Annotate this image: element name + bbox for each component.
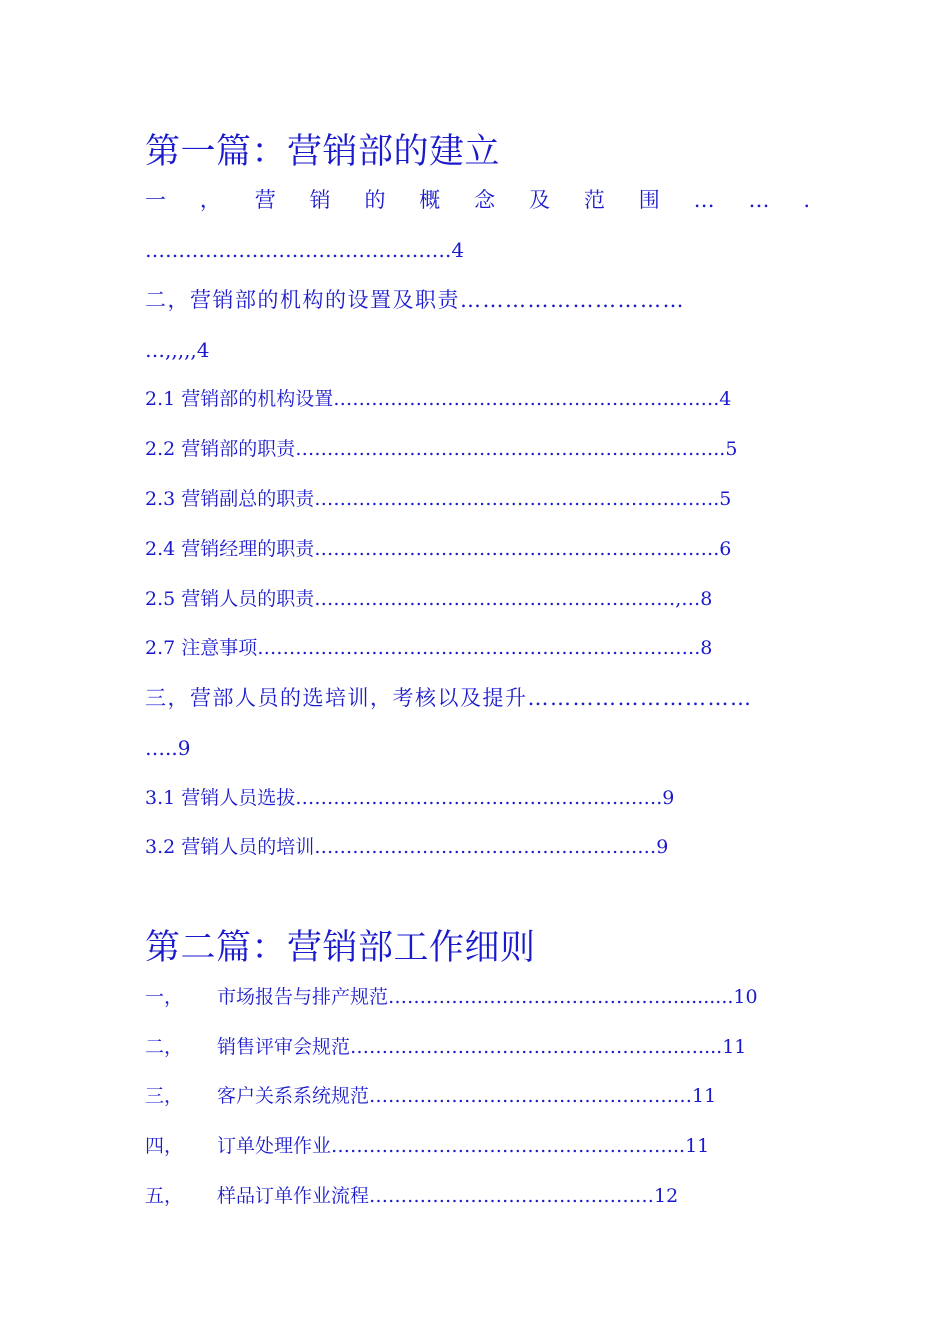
toc-text: 订单处理作业………………………………………………..11 bbox=[217, 1135, 710, 1157]
toc-number: 二， bbox=[145, 1036, 184, 1058]
toc-entry-3-1: 3.1 营销人员选拔………………………………………………….9 bbox=[145, 787, 675, 809]
toc-number: 五， bbox=[145, 1185, 184, 1207]
toc-entry-part2-1 bbox=[145, 985, 758, 1009]
toc-char: 概 bbox=[419, 188, 441, 212]
toc-entry-section-1-continued: ……………………………………….4 bbox=[145, 238, 465, 262]
toc-entry-2-3: 2.3 营销副总的职责……………………………………………………….5 bbox=[145, 488, 732, 510]
toc-entry-2-1: 2.1 营销部的机构设置…………………………………………………….4 bbox=[145, 388, 732, 410]
toc-text: 样品订单作业流程………………………………………12 bbox=[217, 1185, 679, 1207]
toc-entry-part2-3 bbox=[145, 1084, 716, 1108]
toc-char: 念 bbox=[474, 188, 496, 212]
toc-entry-section-2-continued: …,,,,,4 bbox=[145, 338, 210, 362]
toc-entry-part2-4 bbox=[145, 1134, 709, 1158]
toc-char: 一 bbox=[145, 188, 166, 212]
toc-entry-2-5: 2.5 营销人员的职责…………………………………………………,…8 bbox=[145, 588, 713, 610]
part1-title: 第一篇：营销部的建立 bbox=[145, 132, 501, 172]
part2-title: 第二篇：营销部工作细则 bbox=[145, 928, 536, 968]
toc-char: … bbox=[748, 188, 770, 212]
toc-char: 营 bbox=[254, 188, 276, 212]
toc-char: 销 bbox=[309, 188, 331, 212]
toc-char: . bbox=[803, 188, 810, 212]
toc-entry-section-3: 三，营部人员的选培训，考核以及提升………………………… bbox=[145, 686, 753, 710]
toc-char: … bbox=[693, 188, 715, 212]
toc-char: 范 bbox=[583, 188, 605, 212]
toc-entry-3-2: 3.2 营销人员的培训………………………………………………9 bbox=[145, 836, 669, 858]
toc-entry-2-4: 2.4 营销经理的职责……………………………………………………….6 bbox=[145, 538, 732, 560]
toc-char: 的 bbox=[364, 188, 386, 212]
toc-entry-2-2: 2.2 营销部的职责…………………………………………………………..5 bbox=[145, 438, 738, 460]
toc-number: 三， bbox=[145, 1085, 184, 1107]
toc-entry-2-7: 2.7 注意事项…………………………………………………………….8 bbox=[145, 637, 713, 659]
toc-char: 及 bbox=[529, 188, 551, 212]
toc-text: 市场报告与排产规范………………………………………..........10 bbox=[217, 986, 758, 1008]
toc-entry-section-2: 二，营销部的机构的设置及职责………………………… bbox=[145, 288, 685, 312]
toc-number: 一， bbox=[145, 986, 184, 1008]
toc-char: ， bbox=[199, 188, 221, 212]
toc-entry-part2-2 bbox=[145, 1035, 746, 1059]
toc-entry-part2-5 bbox=[145, 1184, 678, 1208]
toc-entry-section-3-continued: …..9 bbox=[145, 736, 191, 760]
toc-text: 客户关系系统规范……………………………………………11 bbox=[217, 1085, 717, 1107]
toc-entry-section-1 bbox=[145, 188, 810, 212]
toc-text: 销售评审会规范…………………………………………….…....11 bbox=[217, 1036, 747, 1058]
toc-number: 四， bbox=[145, 1135, 184, 1157]
toc-char: 围 bbox=[638, 188, 660, 212]
